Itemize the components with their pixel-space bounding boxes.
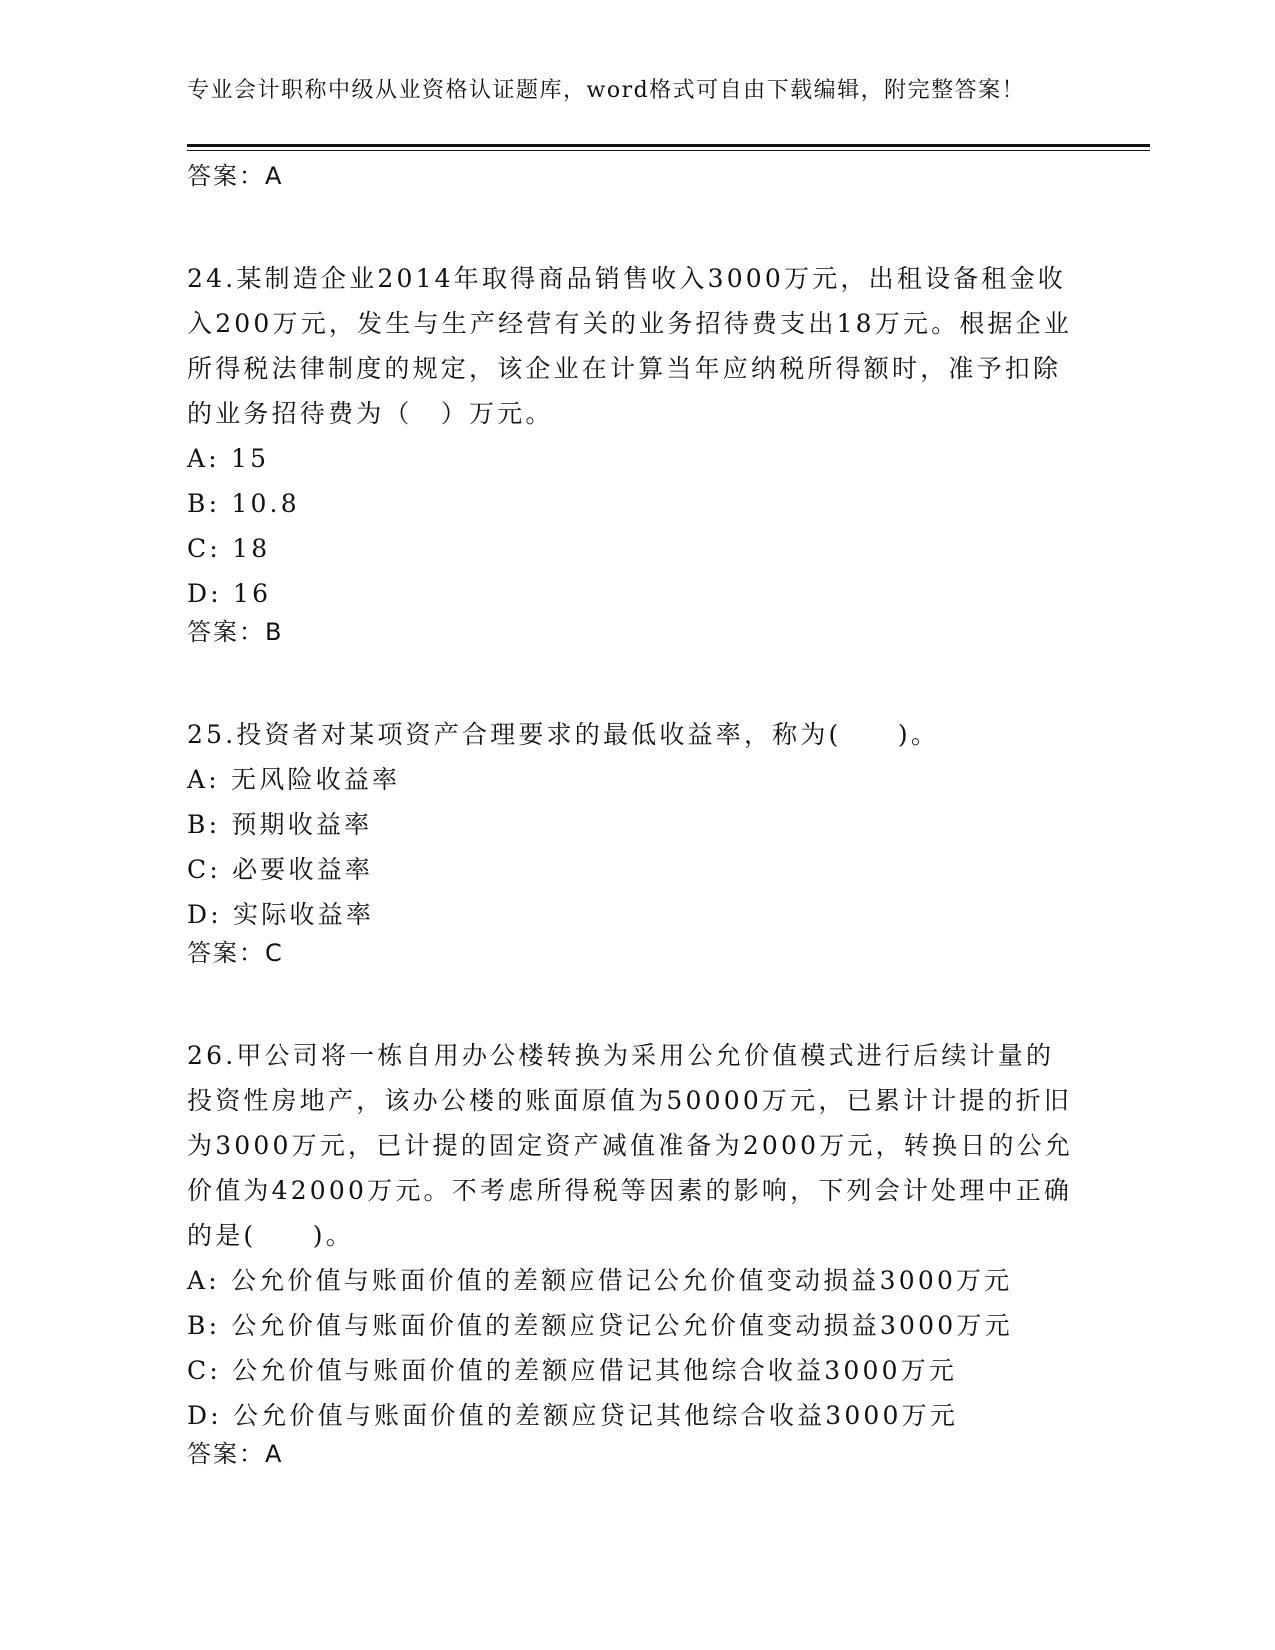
option-a: A: 无风险收益率 — [187, 765, 401, 794]
page-header: 专业会计职称中级从业资格认证题库，word格式可自由下载编辑，附完整答案！ — [187, 78, 1026, 103]
spacer — [187, 977, 1077, 1033]
option-a: A: 15 — [187, 444, 270, 473]
option-a: A: 公允价值与账面价值的差额应借记公允价值变动损益3000万元 — [187, 1266, 1013, 1295]
option-c: C: 18 — [187, 534, 271, 563]
question-stem: 24.某制造企业2014年取得商品销售收入3000万元，出租设备租金收入200万元，发生与生产经营有关的业务招待费支出18万元。根据企业所得税法律制度的规定，该企业在计算当年应纳税所得额时，准予扣除的业务招待费为（ ）万元。 — [187, 264, 1073, 428]
option-c: C: 必要收益率 — [187, 855, 374, 884]
question-stem: 26.甲公司将一栋自用办公楼转换为采用公允价值模式进行后续计量的投资性房地产，该办公楼的账面原值为50000万元，已累计计提的折旧为3000万元，已计提的固定资产减值准备为2000万元，转换日的公允价值为42000万元。不考虑所得税等因素的影响，下列会计处理中正确的是( )。 — [187, 1041, 1074, 1250]
question-25 — [187, 712, 1077, 977]
answer-line: 答案：B — [187, 618, 284, 646]
option-c: C: 公允价值与账面价值的差额应借记其他综合收益3000万元 — [187, 1356, 958, 1385]
answer-line: 答案：A — [187, 1440, 284, 1468]
header-rule — [187, 144, 1150, 147]
answer-line: 答案：C — [187, 939, 284, 967]
document-body — [187, 160, 1077, 1478]
option-d: D: 16 — [187, 579, 272, 608]
option-b: B: 预期收益率 — [187, 810, 373, 839]
option-b: B: 10.8 — [187, 489, 300, 518]
option-b: B: 公允价值与账面价值的差额应贷记公允价值变动损益3000万元 — [187, 1311, 1013, 1340]
answer-line: 答案：A — [187, 162, 284, 190]
question-24 — [187, 256, 1077, 656]
question-26 — [187, 1033, 1077, 1478]
question-stem: 25.投资者对某项资产合理要求的最低收益率，称为( )。 — [187, 720, 940, 749]
option-d: D: 公允价值与账面价值的差额应贷记其他综合收益3000万元 — [187, 1401, 959, 1430]
spacer — [187, 656, 1077, 712]
spacer — [187, 200, 1077, 256]
header-rule-thin — [187, 150, 1150, 151]
option-d: D: 实际收益率 — [187, 900, 375, 929]
